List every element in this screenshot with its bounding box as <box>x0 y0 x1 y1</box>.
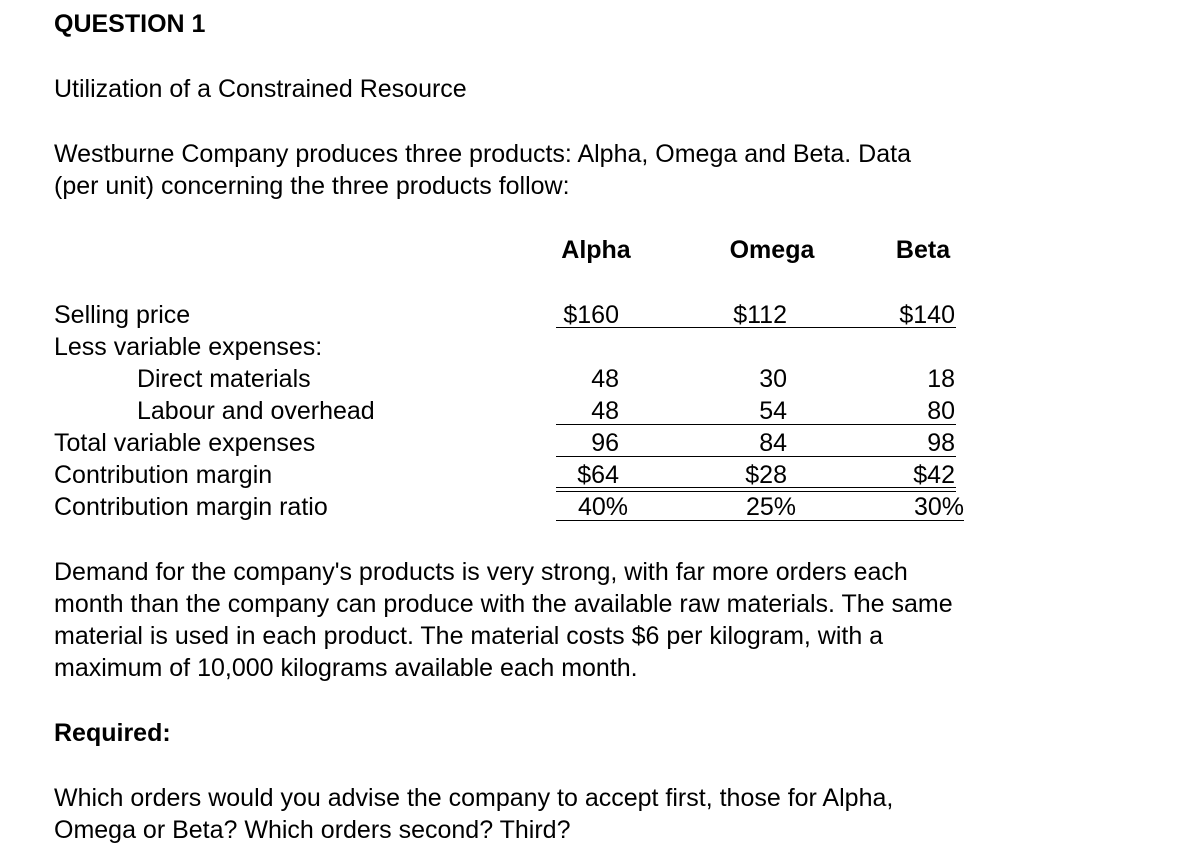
rule-under-selling-price <box>556 327 956 328</box>
row-label-total-variable: Total variable expenses <box>54 429 316 457</box>
cell-alpha-selling-price: $160 <box>563 301 619 329</box>
demand-line: month than the company can produce with the available raw materials. The same <box>54 590 953 618</box>
demand-paragraph <box>54 556 1154 684</box>
row-label-cm-ratio: Contribution margin ratio <box>54 493 328 521</box>
column-header-alpha: Alpha <box>561 236 631 264</box>
rule-under-cm-ratio <box>556 520 964 521</box>
demand-line: material is used in each product. The material costs $6 per kilogram, with a <box>54 622 884 650</box>
demand-line: maximum of 10,000 kilograms available each month. <box>54 654 638 682</box>
cell-alpha-contribution-margin: $64 <box>577 461 619 489</box>
row-label-less-variable: Less variable expenses: <box>54 333 323 361</box>
intro-line: Westburne Company produces three products: Alpha, Omega and Beta. Data <box>54 140 911 168</box>
intro-paragraph <box>54 138 1054 202</box>
column-header-beta: Beta <box>895 236 951 264</box>
intro-line: (per unit) concerning the three products follow: <box>54 172 570 200</box>
cell-alpha-total-variable: 96 <box>591 429 619 457</box>
topic-title: Utilization of a Constrained Resource <box>54 75 467 103</box>
cell-alpha-cm-ratio: 40% <box>577 493 628 521</box>
row-label-contribution-margin: Contribution margin <box>54 461 273 489</box>
cell-beta-direct-materials: 18 <box>927 365 955 393</box>
cell-omega-cm-ratio: 25% <box>745 493 796 521</box>
cell-alpha-labour-overhead: 48 <box>591 397 619 425</box>
column-header-omega: Omega <box>729 236 815 264</box>
cell-beta-selling-price: $140 <box>899 301 955 329</box>
question-title: QUESTION 1 <box>54 10 206 38</box>
row-label-labour-overhead: Labour and overhead <box>137 397 375 425</box>
cell-beta-contribution-margin: $42 <box>913 461 955 489</box>
rule-under-total-variable <box>556 456 956 457</box>
cell-omega-contribution-margin: $28 <box>745 461 787 489</box>
cell-alpha-direct-materials: 48 <box>591 365 619 393</box>
cell-omega-labour-overhead: 54 <box>759 397 787 425</box>
cell-beta-labour-overhead: 80 <box>927 397 955 425</box>
double-rule-under-contribution-margin <box>556 487 956 492</box>
row-label-selling-price: Selling price <box>54 301 191 329</box>
cell-beta-cm-ratio: 30% <box>913 493 964 521</box>
demand-line: Demand for the company's products is very strong, with far more orders each <box>54 558 908 586</box>
row-label-direct-materials: Direct materials <box>137 365 311 393</box>
required-line: Which orders would you advise the company to accept first, those for Alpha, <box>54 784 894 812</box>
cell-beta-total-variable: 98 <box>927 429 955 457</box>
cell-omega-selling-price: $112 <box>733 301 787 329</box>
rule-under-labour-overhead <box>556 424 956 425</box>
cell-omega-direct-materials: 30 <box>759 365 787 393</box>
cell-omega-total-variable: 84 <box>759 429 787 457</box>
required-line: Omega or Beta? Which orders second? Third? <box>54 816 571 844</box>
required-heading: Required: <box>54 719 171 747</box>
required-paragraph <box>54 782 1154 846</box>
